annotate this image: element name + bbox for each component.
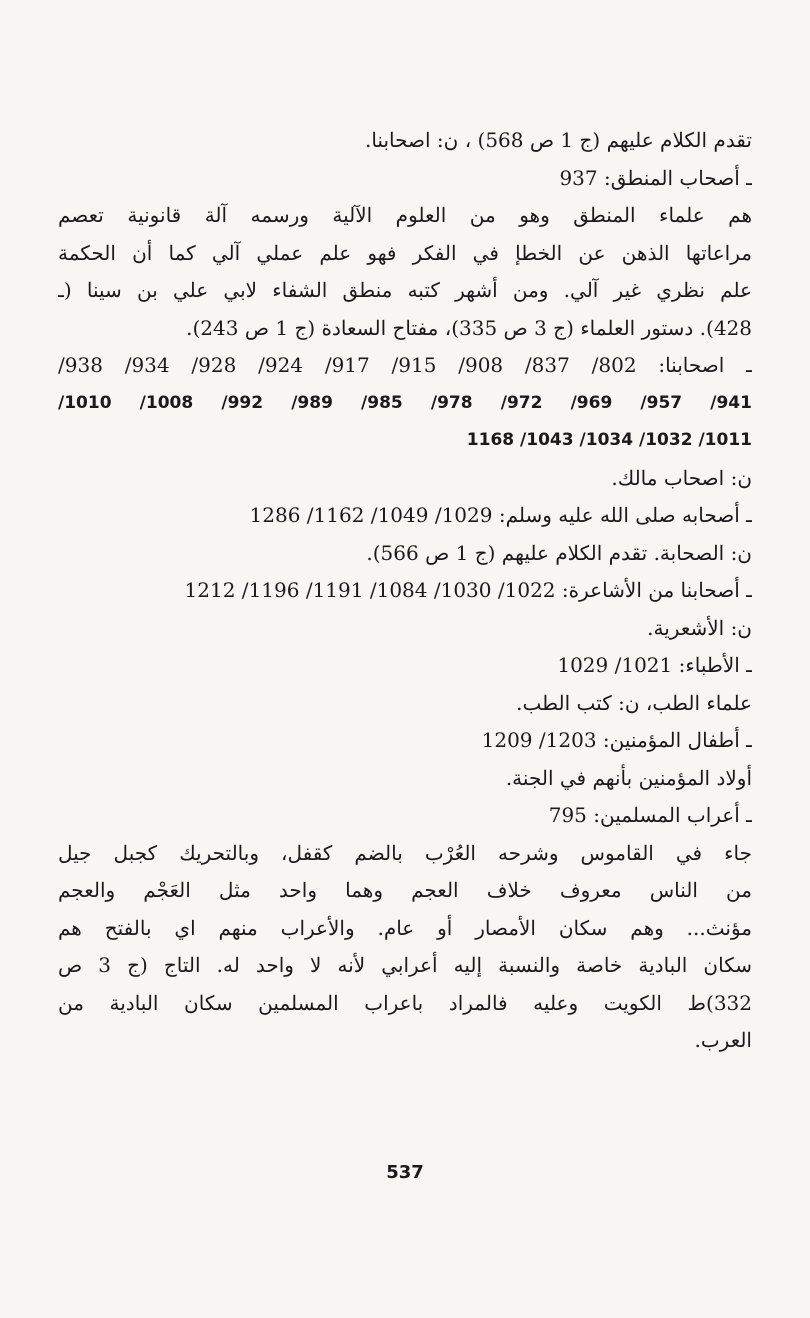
entry-heading: ـ الأطباء: 1021/ 1029 bbox=[557, 653, 752, 677]
cross-reference: ن: الصحابة. تقدم الكلام عليهم (ج 1 ص 566). bbox=[366, 540, 752, 565]
page-body bbox=[58, 122, 752, 1060]
entry-heading: ـ أطفال المؤمنين: 1203/ 1209 bbox=[481, 728, 752, 752]
text-line: جاء في القاموس وشرحه العُرْب بالضم كقفل، وبالتحريك كجبل جيل bbox=[58, 840, 752, 865]
entry-heading: ـ أصحابه صلى الله عليه وسلم: 1029/ 1049/ 1162/ 1286 bbox=[249, 503, 752, 527]
text-line: أولاد المؤمنين بأنهم في الجنة. bbox=[505, 765, 752, 790]
cross-reference: ن: اصحاب مالك. bbox=[611, 465, 752, 490]
text-line: مؤنث... وهم سكان الأمصار أو عام. والأعراب منهم اي بالفتح هم bbox=[58, 915, 752, 940]
entry-heading: ـ أصحابنا من الأشاعرة: 1022/ 1030/ 1084/ 1191/ 1196/ 1212 bbox=[184, 578, 752, 602]
text-line: مراعاتها الذهن عن الخطإ في الفكر فهو علم عملي آلي كما أن الحكمة bbox=[58, 240, 752, 265]
text-line: 332)ط الكويت وعليه فالمراد باعراب المسلمين سكان البادية من bbox=[58, 990, 752, 1015]
text-line: علم نظري غير آلي. ومن أشهر كتبه منطق الشفاء لابي علي بن سينا (ـ bbox=[58, 278, 752, 302]
text-line: من الناس معروف خلاف العجم وهما واحد مثل العَجْم والعجم bbox=[58, 878, 752, 902]
text-line: العرب. bbox=[694, 1028, 752, 1052]
entry-heading: ـ أصحاب المنطق: 937 bbox=[559, 165, 752, 190]
text-line: تقدم الكلام عليهم (ج 1 ص 568) ، ن: اصحابنا. bbox=[364, 128, 752, 152]
entry-heading: ـ اصحابنا: 802/ 837/ 908/ 915/ 917/ 924/ 928/ 934/ 938/ bbox=[58, 353, 752, 377]
cross-reference: علماء الطب، ن: كتب الطب. bbox=[516, 690, 752, 715]
reference-list-line: 1011/ 1032/ 1034/ 1043/ 1168 bbox=[466, 430, 752, 450]
text-line: هم علماء المنطق وهو من العلوم الآلية ورسمه آلة قانونية تعصم bbox=[58, 203, 752, 227]
reference-list-line: 941/ 957/ 969/ 972/ 978/ 985/ 989/ 992/ 1008/ 1010/ bbox=[58, 392, 752, 413]
text-line: 428). دستور العلماء (ج 3 ص 335)، مفتاح السعادة (ج 1 ص 243). bbox=[186, 315, 752, 340]
cross-reference: ن: الأشعرية. bbox=[647, 615, 752, 640]
text-line: سكان البادية خاصة والنسبة إليه أعرابي لأنه لا واحد له. التاج (ج 3 ص bbox=[58, 953, 752, 977]
entry-heading: ـ أعراب المسلمين: 795 bbox=[548, 803, 752, 827]
page-number: 537 bbox=[386, 1162, 424, 1183]
